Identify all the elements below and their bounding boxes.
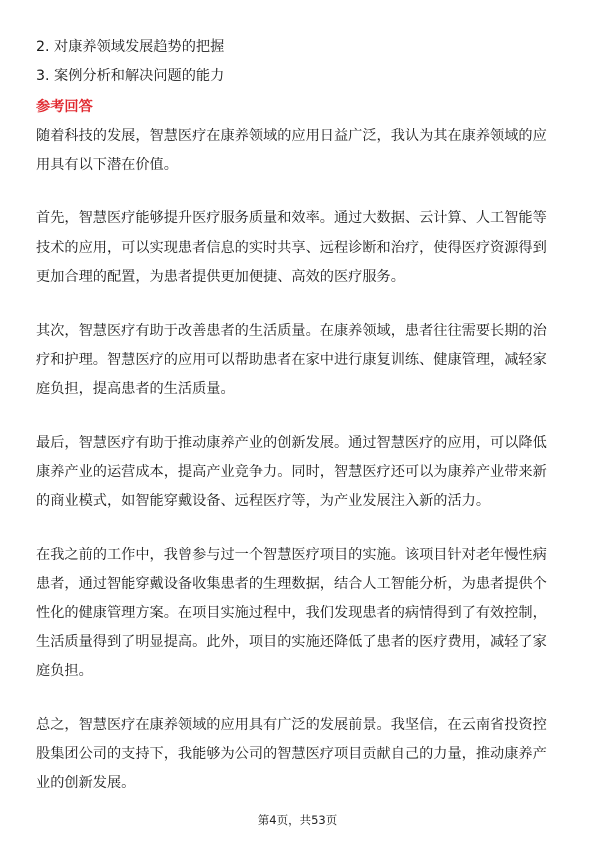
paragraph-4-line-2: 康养产业的运营成本，提高产业竞争力。同时，智慧医疗还可以为康养产业带来新: [36, 464, 547, 480]
paragraph-1-line-2: 用具有以下潜在价值。: [36, 157, 178, 173]
list-item-2: 2. 对康养领域发展趋势的把握: [36, 39, 225, 55]
paragraph-4-line-1: 最后，智慧医疗有助于推动康养产业的创新发展。通过智慧医疗的应用，可以降低: [36, 435, 547, 451]
paragraph-5-line-2: 患者，通过智能穿戴设备收集患者的生理数据，结合人工智能分析，为患者提供个: [36, 576, 547, 592]
paragraph-2-line-3: 更加合理的配置，为患者提供更加便捷、高效的医疗服务。: [36, 269, 405, 285]
paragraph-6-line-2: 股集团公司的支持下，我能够为公司的智慧医疗项目贡献自己的力量，推动康养产: [36, 746, 547, 762]
paragraph-2-line-2: 技术的应用，可以实现患者信息的实时共享、远程诊断和治疗，使得医疗资源得到: [36, 240, 547, 256]
paragraph-5-line-1: 在我之前的工作中，我曾参与过一个智慧医疗项目的实施。该项目针对老年慢性病: [36, 547, 547, 563]
paragraph-6-line-1: 总之，智慧医疗在康养领域的应用具有广泛的发展前景。我坚信，在云南省投资控: [36, 717, 547, 733]
paragraph-5-line-3: 性化的健康管理方案。在项目实施过程中，我们发现患者的病情得到了有效控制，: [36, 605, 547, 621]
page-footer: 第4页，共53页: [257, 813, 338, 827]
paragraph-6-line-3: 业的创新发展。: [36, 775, 136, 791]
paragraph-4-line-3: 的商业模式，如智能穿戴设备、远程医疗等，为产业发展注入新的活力。: [36, 493, 491, 509]
paragraph-5-line-4: 生活质量得到了明显提高。此外，项目的实施还降低了患者的医疗费用，减轻了家: [36, 634, 547, 650]
paragraph-3-line-1: 其次，智慧医疗有助于改善患者的生活质量。在康养领域，患者往往需要长期的治: [36, 323, 547, 339]
paragraph-5-line-5: 庭负担。: [36, 663, 93, 679]
paragraph-3-line-2: 疗和护理。智慧医疗的应用可以帮助患者在家中进行康复训练、健康管理，减轻家: [36, 352, 547, 368]
paragraph-1-line-1: 随着科技的发展，智慧医疗在康养领域的应用日益广泛，我认为其在康养领域的应: [36, 128, 547, 144]
list-item-3: 3. 案例分析和解决问题的能力: [36, 68, 225, 84]
section-heading: 参考回答: [36, 99, 93, 115]
paragraph-2-line-1: 首先，智慧医疗能够提升医疗服务质量和效率。通过大数据、云计算、人工智能等: [36, 210, 547, 226]
paragraph-3-line-3: 庭负担，提高患者的生活质量。: [36, 381, 235, 397]
